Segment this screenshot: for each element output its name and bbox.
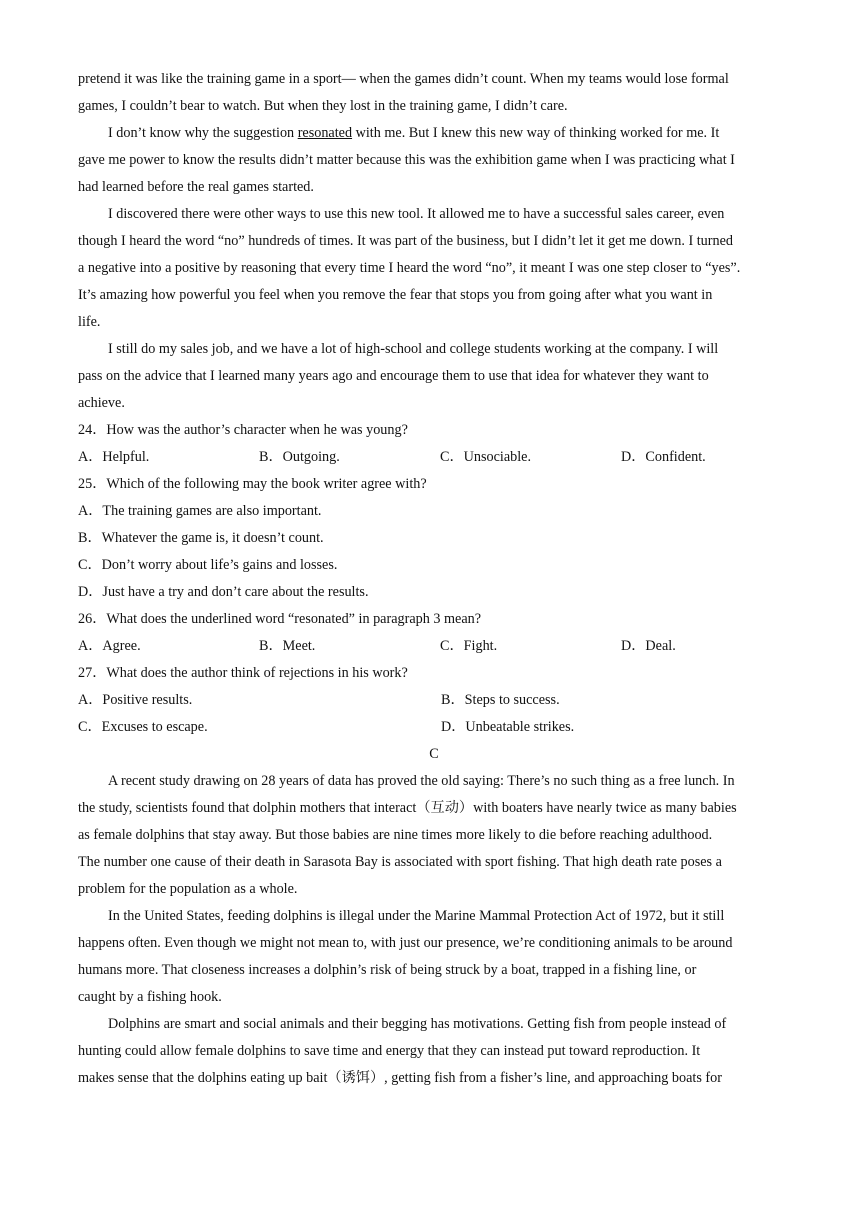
option-a: A．Helpful. <box>78 449 150 465</box>
text-line: a negative into a positive by reasoning that every time I heard the word “no”, it meant I was one step closer to “yes”. <box>78 260 741 276</box>
text-line: A recent study drawing on 28 years of data has proved the old saying: There’s no such thing as a free lunch. In <box>108 773 735 789</box>
text-line: games, I couldn’t bear to watch. But when they lost in the training game, I didn’t care. <box>78 98 568 114</box>
question-25 <box>78 471 790 606</box>
text-line: life. <box>78 314 101 330</box>
passage-b-paragraph-1 <box>78 66 790 120</box>
text-line: achieve. <box>78 395 125 411</box>
option-b: B．Meet. <box>259 638 316 654</box>
text-line: It’s amazing how powerful you feel when you remove the fear that stops you from going after what you want in <box>78 287 713 303</box>
option-c: C．Unsociable. <box>440 449 532 465</box>
text-line <box>78 120 790 147</box>
question-stem: 25．Which of the following may the book writer agree with? <box>78 476 427 492</box>
options-row <box>78 687 790 714</box>
text-line: the study, scientists found that dolphin mothers that interact（互动）with boaters have nearly twice as many babies <box>78 800 737 816</box>
option-a: A．Positive results. <box>78 692 193 708</box>
text-line: Dolphins are smart and social animals and their begging has motivations. Getting fish from people instead of <box>108 1016 727 1032</box>
option-b: B．Outgoing. <box>259 449 340 465</box>
option-a: A．The training games are also important. <box>78 503 322 519</box>
exam-page <box>78 66 790 1092</box>
text-line: hunting could allow female dolphins to save time and energy that they can instead put toward reproduction. It <box>78 1043 701 1059</box>
text-span: I don’t know why the suggestion <box>108 125 298 141</box>
option-d: D．Confident. <box>621 449 706 465</box>
option-d: D．Unbeatable strikes. <box>441 719 575 735</box>
question-26 <box>78 606 790 660</box>
text-line: humans more. That closeness increases a dolphin’s risk of being struck by a boat, trapped in a fishing line, or <box>78 962 697 978</box>
text-line: gave me power to know the results didn’t matter because this was the exhibition game when I was practicing what I <box>78 152 735 168</box>
text-line: happens often. Even though we might not mean to, with just our presence, we’re conditioning animals to be around <box>78 935 733 951</box>
question-stem: 27．What does the author think of rejections in his work? <box>78 665 408 681</box>
passage-c-paragraph-1 <box>78 768 790 903</box>
text-line: I still do my sales job, and we have a lot of high-school and college students working at the company. I will <box>108 341 719 357</box>
text-line: caught by a fishing hook. <box>78 989 222 1005</box>
options-row <box>78 714 790 741</box>
text-line: pass on the advice that I learned many years ago and encourage them to use that idea for whatever they want to <box>78 368 709 384</box>
question-stem: 24．How was the author’s character when he was young? <box>78 422 408 438</box>
options-row <box>78 633 790 660</box>
passage-c-paragraph-3 <box>78 1011 790 1092</box>
text-line: The number one cause of their death in Sarasota Bay is associated with sport fishing. That high death rate poses a <box>78 854 722 870</box>
passage-b-paragraph-3 <box>78 201 790 336</box>
options-row <box>78 444 790 471</box>
option-d: D．Deal. <box>621 638 676 654</box>
passage-b-paragraph-4 <box>78 336 790 417</box>
text-line: as female dolphins that stay away. But those babies are nine times more likely to die before reaching adulthood. <box>78 827 713 843</box>
text-span: with me. But I knew this new way of thinking worked for me. It <box>352 125 720 141</box>
option-c: C．Excuses to escape. <box>78 719 208 735</box>
passage-c-paragraph-2 <box>78 903 790 1011</box>
text-line: I discovered there were other ways to use this new tool. It allowed me to have a successful sales career, even <box>108 206 725 222</box>
question-stem: 26．What does the underlined word “resonated” in paragraph 3 mean? <box>78 611 482 627</box>
option-b: B．Whatever the game is, it doesn’t count. <box>78 530 324 546</box>
text-line: In the United States, feeding dolphins is illegal under the Marine Mammal Protection Act of 1972, but it still <box>108 908 725 924</box>
option-a: A．Agree. <box>78 638 141 654</box>
section-heading: C <box>429 746 439 762</box>
option-c: C．Fight. <box>440 638 498 654</box>
question-27 <box>78 660 790 741</box>
underlined-word: resonated <box>297 125 353 141</box>
option-b: B．Steps to success. <box>441 692 560 708</box>
question-24 <box>78 417 790 471</box>
passage-b-paragraph-2 <box>78 120 790 201</box>
text-line: makes sense that the dolphins eating up bait（诱饵）, getting fish from a fisher’s line, and approaching boats for <box>78 1070 722 1086</box>
text-line: though I heard the word “no” hundreds of times. It was part of the business, but I didn’t let it get me down. I turned <box>78 233 733 249</box>
text-line: had learned before the real games started. <box>78 179 314 195</box>
option-d: D．Just have a try and don’t care about the results. <box>78 584 369 600</box>
text-line: pretend it was like the training game in a sport— when the games didn’t count. When my teams would lose formal <box>78 71 729 87</box>
option-c: C．Don’t worry about life’s gains and losses. <box>78 557 338 573</box>
text-line: problem for the population as a whole. <box>78 881 298 897</box>
